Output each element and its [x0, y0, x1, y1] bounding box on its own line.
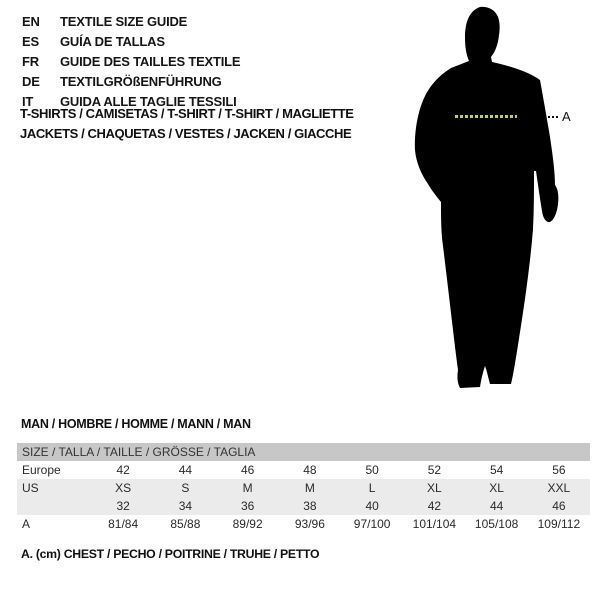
- size-table: [17, 443, 590, 533]
- row-label: [17, 497, 92, 515]
- size-cell: 81/84: [108, 517, 139, 531]
- size-cell: 93/96: [294, 517, 325, 531]
- size-cell: M: [304, 481, 315, 495]
- garment-categories: [20, 104, 354, 144]
- size-cell: XL: [489, 481, 504, 495]
- language-list: [22, 12, 240, 112]
- size-cell: 46: [552, 499, 566, 513]
- size-cell: 54: [489, 463, 504, 477]
- size-cell: 40: [365, 499, 379, 513]
- language-code: DE: [22, 74, 40, 89]
- man-silhouette-figure: [402, 5, 577, 395]
- language-code: IT: [22, 94, 34, 109]
- size-cell: 42: [427, 499, 442, 513]
- size-cell: 44: [178, 463, 193, 477]
- size-cell: XXL: [547, 481, 571, 495]
- size-cell: 44: [489, 499, 504, 513]
- table-row-us-letters: [17, 479, 590, 497]
- size-cell: 46: [240, 463, 255, 477]
- size-cell: 97/100: [353, 517, 391, 531]
- size-cell: 101/104: [412, 517, 457, 531]
- size-cell: L: [368, 481, 376, 495]
- size-cell: 38: [303, 499, 317, 513]
- size-cell: M: [242, 481, 253, 495]
- size-cell: 52: [427, 463, 442, 477]
- size-cell: 56: [552, 463, 566, 477]
- row-label: Europe: [22, 463, 61, 477]
- language-row: [22, 72, 240, 92]
- language-title: GUIDA ALLE TAGLIE TESSILI: [60, 94, 237, 109]
- size-cell: 89/92: [232, 517, 263, 531]
- size-cell: 109/112: [537, 517, 581, 531]
- language-code: FR: [22, 54, 39, 69]
- man-silhouette-icon: [402, 5, 577, 395]
- table-title-man: MAN / HOMBRE / HOMME / MANN / MAN: [21, 417, 251, 431]
- size-cell: 85/88: [170, 517, 201, 531]
- category-tshirts: T-SHIRTS / CAMISETAS / T-SHIRT / T-SHIRT / MAGLIETTE: [20, 106, 354, 121]
- table-row-us-numbers: [17, 497, 590, 515]
- language-code: EN: [22, 14, 40, 29]
- size-cell: XL: [427, 481, 442, 495]
- size-table-header: SIZE / TALLA / TAILLE / GRÖSSE / TAGLIA: [17, 443, 590, 461]
- category-jackets: JACKETS / CHAQUETAS / VESTES / JACKEN / GIACCHE: [20, 126, 352, 141]
- language-row: [22, 12, 240, 32]
- size-cell: 42: [116, 463, 130, 477]
- size-cell: XS: [115, 481, 132, 495]
- language-title: GUIDE DES TAILLES TEXTILE: [60, 54, 241, 69]
- language-row: [22, 32, 240, 52]
- language-title: GUÍA DE TALLAS: [60, 34, 165, 49]
- row-label: A: [22, 517, 31, 531]
- measurement-a-label: A: [562, 109, 571, 124]
- size-cell: S: [181, 481, 190, 495]
- table-row-chest-cm: [17, 515, 590, 533]
- language-code: ES: [22, 34, 39, 49]
- size-cell: 50: [365, 463, 379, 477]
- size-cell: 32: [116, 499, 130, 513]
- size-cell: 48: [303, 463, 317, 477]
- size-cell: 105/108: [474, 517, 519, 531]
- size-cell: 34: [178, 499, 193, 513]
- table-row-europe: [17, 461, 590, 479]
- chest-measurement-line: [455, 115, 517, 118]
- chest-measurement-leader-line: [548, 116, 560, 118]
- chest-footnote: A. (cm) CHEST / PECHO / POITRINE / TRUHE / PETTO: [21, 547, 320, 561]
- row-label: US: [22, 481, 39, 495]
- language-row: [22, 52, 240, 72]
- size-cell: 36: [240, 499, 255, 513]
- language-title: TEXTILE SIZE GUIDE: [60, 14, 188, 29]
- language-title: TEXTILGRÖßENFÜHRUNG: [60, 74, 222, 89]
